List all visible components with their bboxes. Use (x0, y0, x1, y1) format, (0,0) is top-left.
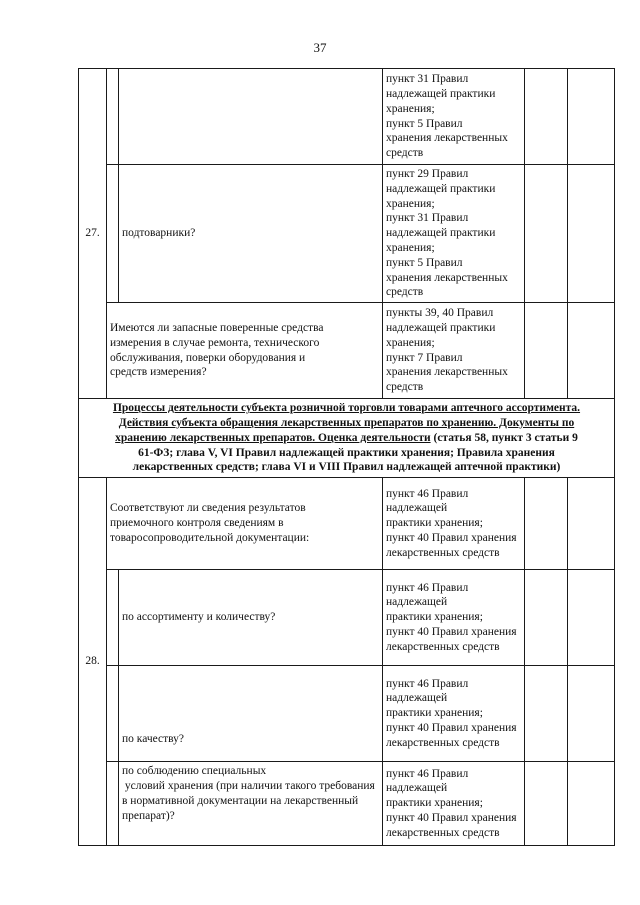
answer-no-cell[interactable] (568, 478, 615, 570)
answer-yes-cell[interactable] (525, 762, 568, 846)
answer-no-cell[interactable] (568, 666, 615, 762)
section-header-row (79, 399, 615, 478)
section-title-line: 61-ФЗ; глава V, VI Правил надлежащей практики хранения; Правила хранения (138, 446, 555, 459)
section-title-line: (статья 58, пункт 3 статьи 9 (430, 431, 578, 444)
question-cell: по соблюдению специальных условий хранения (при наличии такого требования в нормативной документации на лекарственный препарат)? (119, 762, 383, 846)
reference-cell: пункты 39, 40 Правил надлежащей практики хранения; пункт 7 Правил хранения лекарственных средств (383, 303, 525, 399)
table-row (79, 762, 615, 846)
indent-cell (107, 570, 119, 666)
question-cell: Соответствуют ли сведения результатов приемочного контроля сведениям в товаросопроводительной документации: (107, 478, 383, 570)
indent-cell (107, 762, 119, 846)
question-cell: по ассортименту и количеству? (119, 570, 383, 666)
question-cell: по качеству? (119, 666, 383, 762)
indent-cell (107, 69, 119, 165)
reference-cell: пункт 46 Правил надлежащей практики хранения; пункт 40 Правил хранения лекарственных средств (383, 478, 525, 570)
table-row (79, 69, 615, 165)
answer-yes-cell[interactable] (525, 69, 568, 165)
table-row (79, 165, 615, 303)
answer-no-cell[interactable] (568, 165, 615, 303)
table-row (79, 478, 615, 570)
section-header (79, 399, 615, 478)
reference-cell: пункт 46 Правил надлежащей практики хранения; пункт 40 Правил хранения лекарственных средств (383, 666, 525, 762)
answer-yes-cell[interactable] (525, 303, 568, 399)
section-title-line: хранению лекарственных препаратов. Оценка деятельности (115, 431, 431, 444)
indent-cell (107, 666, 119, 762)
answer-yes-cell[interactable] (525, 570, 568, 666)
question-cell (119, 69, 383, 165)
answer-no-cell[interactable] (568, 570, 615, 666)
indent-cell (107, 165, 119, 303)
question-cell: подтоварники? (119, 165, 383, 303)
answer-yes-cell[interactable] (525, 478, 568, 570)
answer-yes-cell[interactable] (525, 165, 568, 303)
answer-no-cell[interactable] (568, 762, 615, 846)
table-row (79, 666, 615, 762)
answer-no-cell[interactable] (568, 69, 615, 165)
table-row (79, 303, 615, 399)
reference-cell: пункт 46 Правил надлежащей практики хранения; пункт 40 Правил хранения лекарственных средств (383, 762, 525, 846)
section-title-line: лекарственных средств; глава VI и VIII Правил надлежащей аптечной практики) (132, 461, 561, 474)
answer-yes-cell[interactable] (525, 666, 568, 762)
table-row (79, 570, 615, 666)
item-number: 28. (79, 478, 107, 846)
section-title-line: Процессы деятельности субъекта розничной торговли товарами аптечного ассортимента. (112, 402, 581, 415)
checklist-table (78, 68, 615, 846)
answer-no-cell[interactable] (568, 303, 615, 399)
section-title-line: Действия субъекта обращения лекарственных препаратов по хранению. Документы по (118, 416, 575, 429)
item-number: 27. (79, 69, 107, 399)
page-number: 37 (313, 40, 327, 55)
reference-cell: пункт 29 Правил надлежащей практики хранения; пункт 31 Правил надлежащей практики хранения; пункт 5 Правил хранения лекарственных средств (383, 165, 525, 303)
reference-cell: пункт 31 Правил надлежащей практики хранения; пункт 5 Правил хранения лекарственных средств (383, 69, 525, 165)
question-cell: Имеются ли запасные поверенные средства измерения в случае ремонта, технического обслуживания, поверки оборудования и средств измерения? (107, 303, 383, 399)
reference-cell: пункт 46 Правил надлежащей практики хранения; пункт 40 Правил хранения лекарственных средств (383, 570, 525, 666)
